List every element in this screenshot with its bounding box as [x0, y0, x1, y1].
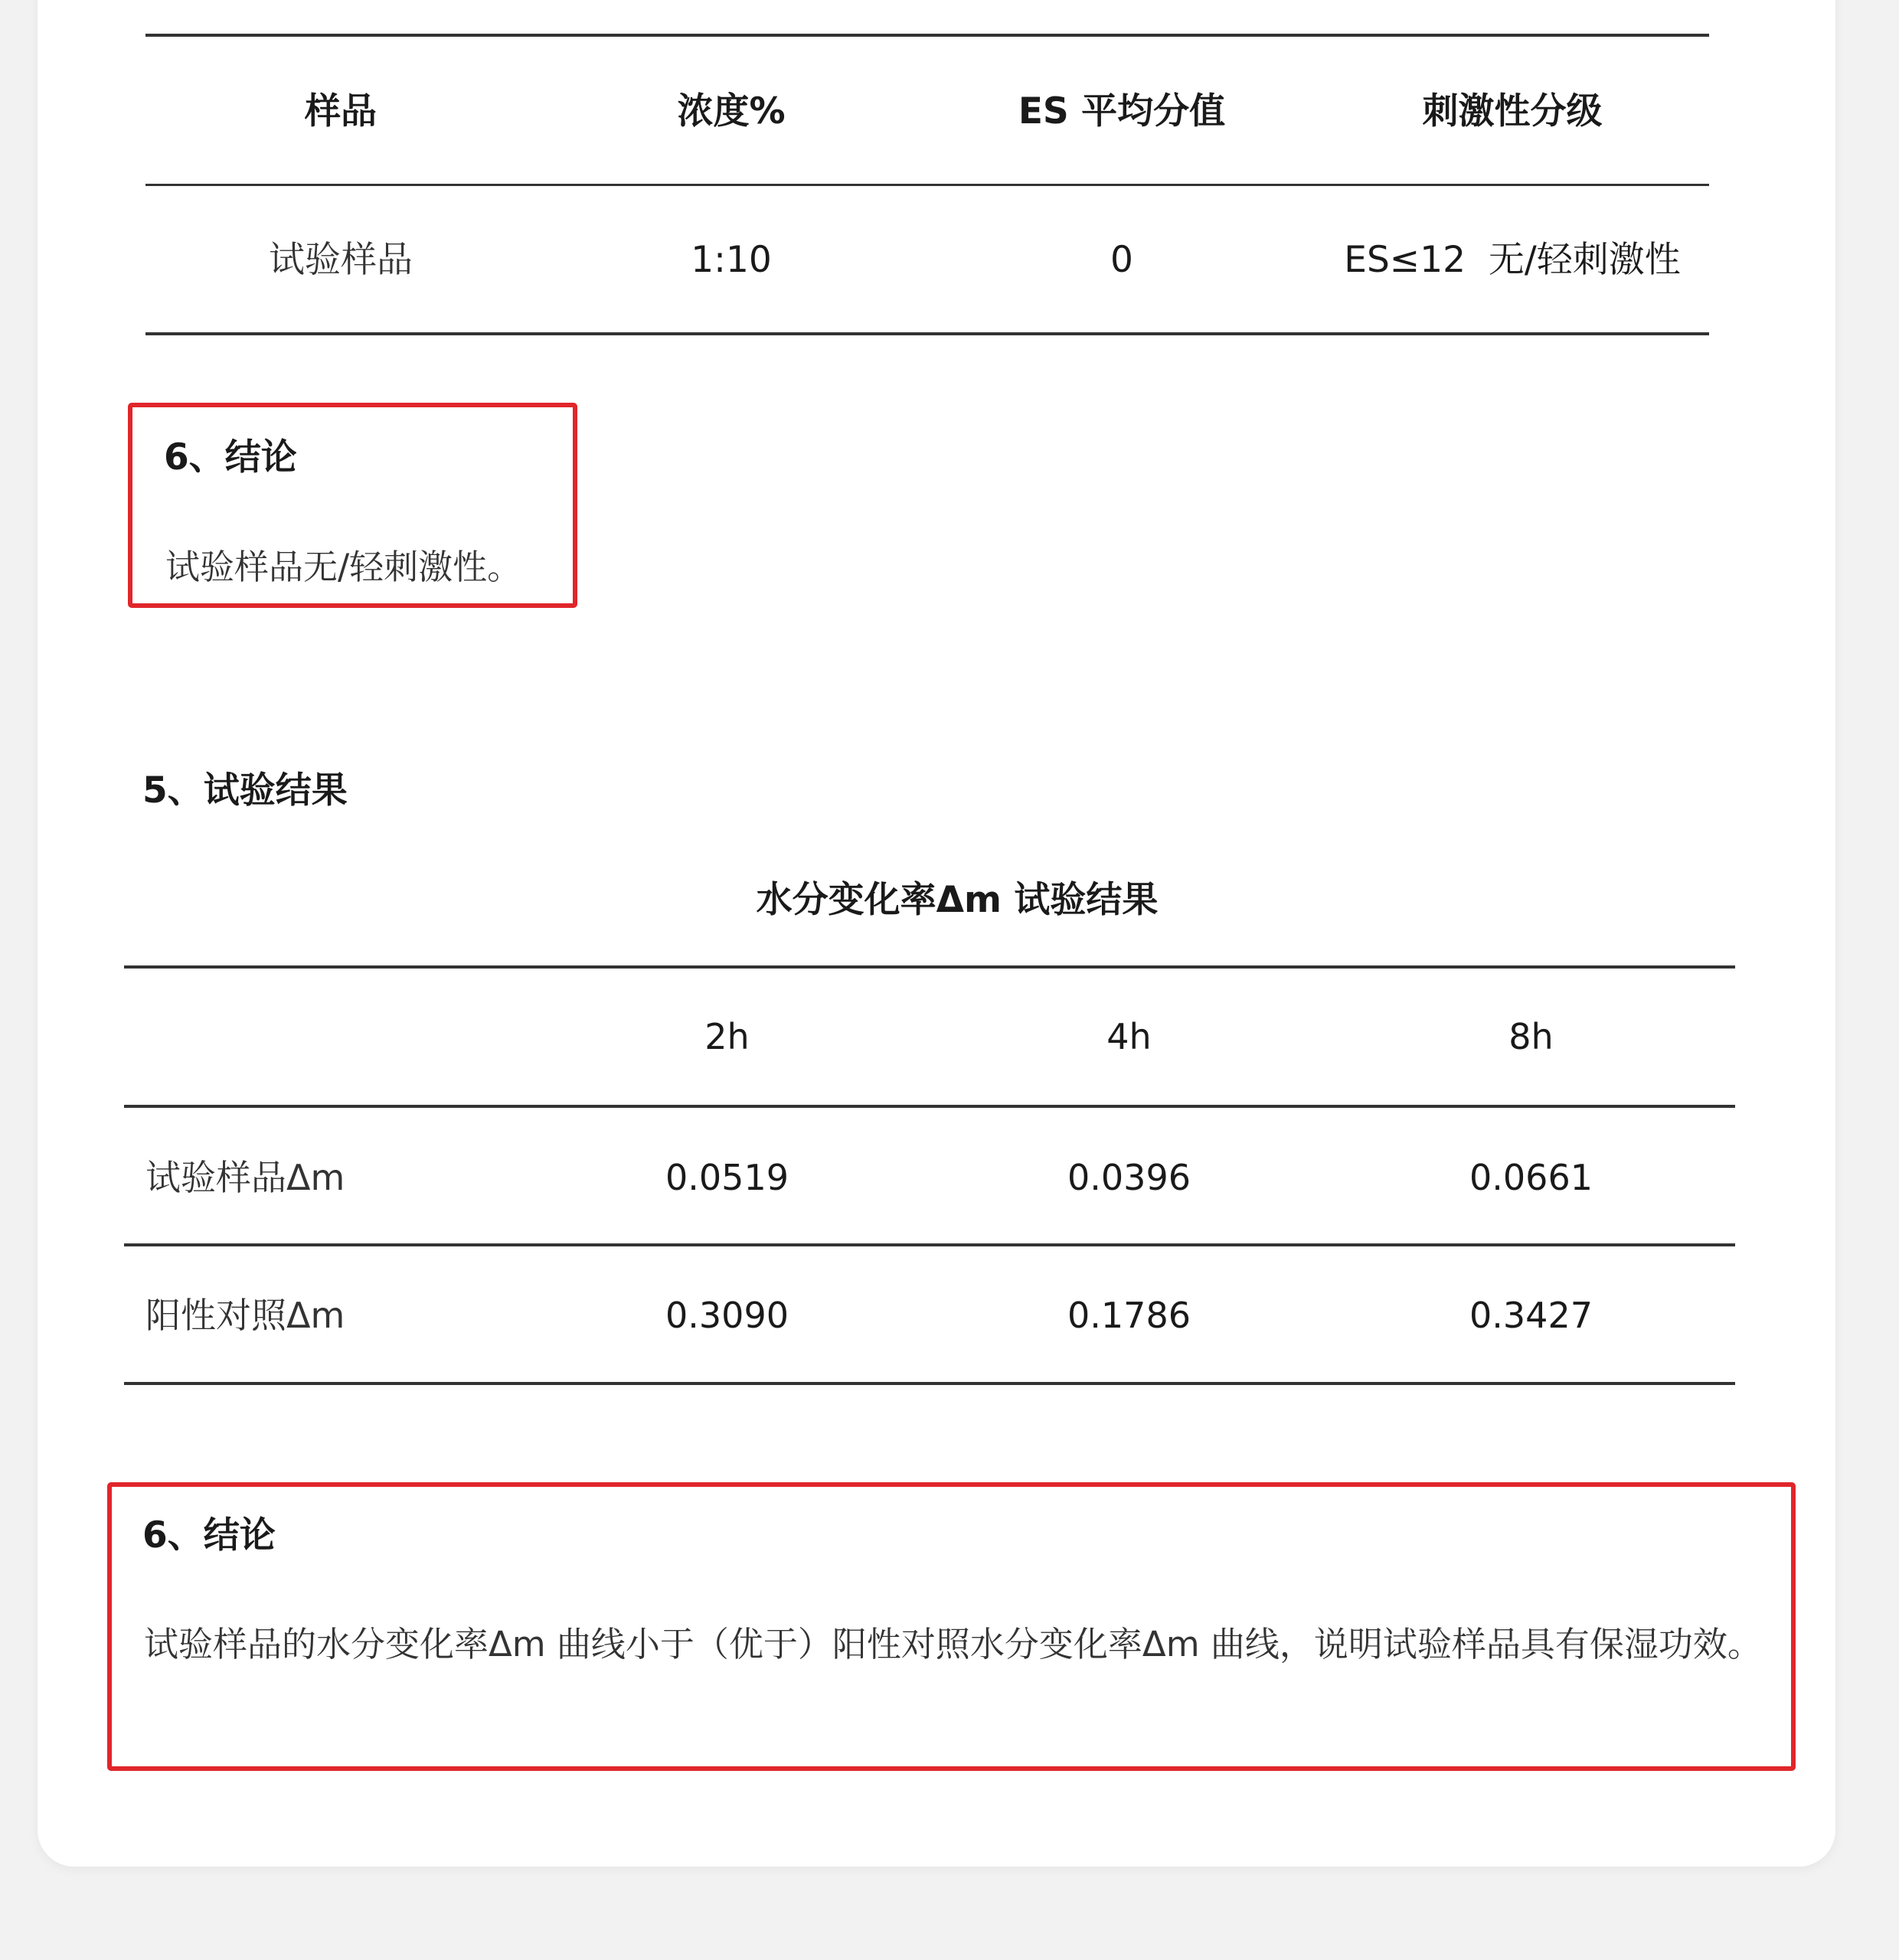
table-header-rule	[124, 1105, 1735, 1108]
table-cell: 0.0519	[665, 1157, 789, 1198]
table-bottom-rule	[124, 1382, 1735, 1385]
table-row-rule	[124, 1243, 1735, 1246]
table-cell-sample: 试验样品	[269, 239, 413, 281]
section-heading-results: 5、试验结果	[142, 769, 348, 812]
table-cell: 0.0661	[1469, 1157, 1593, 1198]
conclusion-heading: 6、结论	[142, 1514, 276, 1557]
table-header-es-average: ES 平均分值	[1018, 90, 1226, 132]
table-top-rule	[124, 965, 1735, 969]
table-bottom-rule	[145, 332, 1709, 335]
row-label-positive-control: 阳性对照Δm	[145, 1295, 345, 1336]
conclusion-text: 试验样品无/轻刺激性。	[165, 547, 522, 587]
table-header-concentration: 浓度%	[677, 90, 786, 132]
table-cell-concentration: 1:10	[691, 239, 772, 281]
conclusion-heading: 6、结论	[164, 436, 297, 479]
moisture-table-title: 水分变化率Δm 试验结果	[756, 879, 1159, 921]
table-header-irritation-grade: 刺激性分级	[1422, 90, 1603, 132]
table-header-4h: 4h	[1106, 1016, 1152, 1057]
table-cell-es-average: 0	[1110, 239, 1133, 281]
table-header-rule	[145, 184, 1709, 186]
table-cell: 0.0396	[1067, 1157, 1191, 1198]
row-label-test-sample: 试验样品Δm	[145, 1157, 345, 1198]
table-header-2h: 2h	[704, 1016, 750, 1057]
table-cell: 0.3427	[1469, 1295, 1593, 1336]
table-cell: 0.3090	[665, 1295, 789, 1336]
table-top-rule	[145, 34, 1709, 37]
conclusion-text: 试验样品的水分变化率Δm 曲线小于（优于）阳性对照水分变化率Δm 曲线，说明试验样品具有保湿功效。	[144, 1624, 1762, 1664]
table-header-sample: 样品	[305, 90, 377, 132]
table-header-8h: 8h	[1508, 1016, 1554, 1057]
table-cell-irritation-grade: ES≤12 无/轻刺激性	[1344, 239, 1681, 281]
table-cell: 0.1786	[1067, 1295, 1191, 1336]
